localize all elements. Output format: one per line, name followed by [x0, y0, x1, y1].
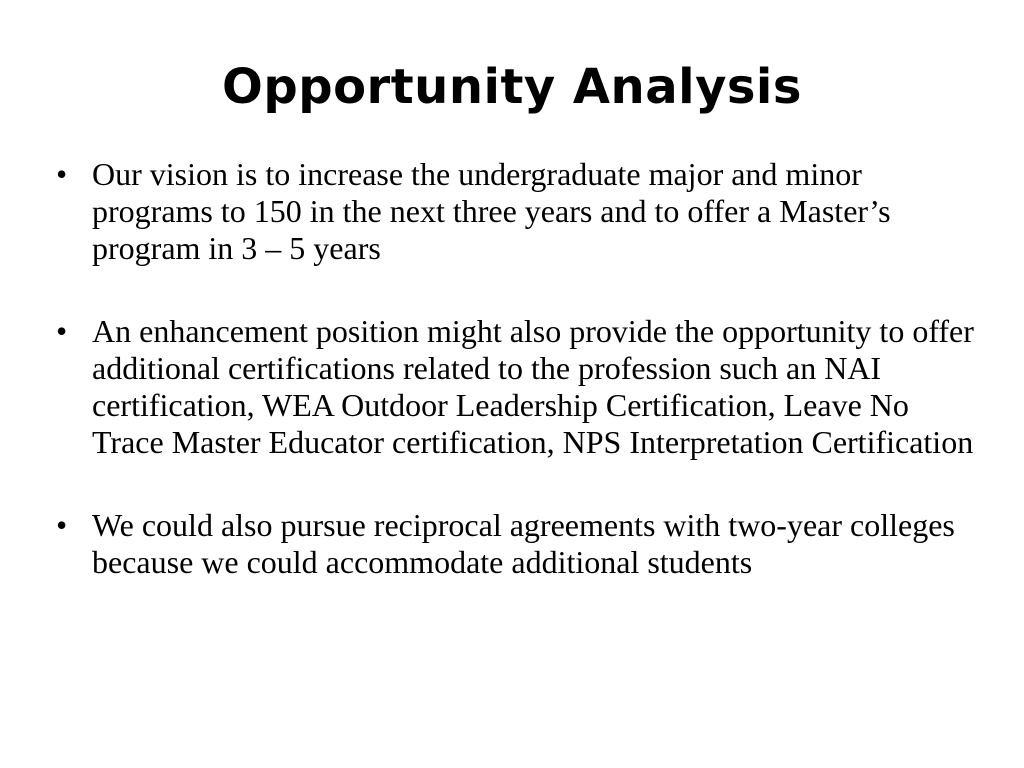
slide-title: Opportunity Analysis [222, 59, 802, 115]
bullet-text: Our vision is to increase the undergraduate major and minor programs to 150 in the next three years and to offer a Master’s program in 3 – 5 years [92, 156, 891, 266]
bullet-item-certifications [56, 313, 986, 461]
bullet-text: An enhancement position might also provide the opportunity to offer additional certifications related to the profession such an NAI certification, WEA Outdoor Leadership Certification, Leave No Trace Master Educator certification, NPS Interpretation Certification [92, 313, 974, 460]
bullet-list [56, 156, 986, 627]
bullet-icon: • [56, 313, 68, 349]
bullet-item-vision [56, 156, 986, 267]
bullet-item-agreements [56, 507, 986, 581]
bullet-text: We could also pursue reciprocal agreements with two-year colleges because we could accommodate additional students [92, 507, 955, 580]
bullet-icon: • [56, 156, 68, 192]
bullet-icon: • [56, 507, 68, 543]
